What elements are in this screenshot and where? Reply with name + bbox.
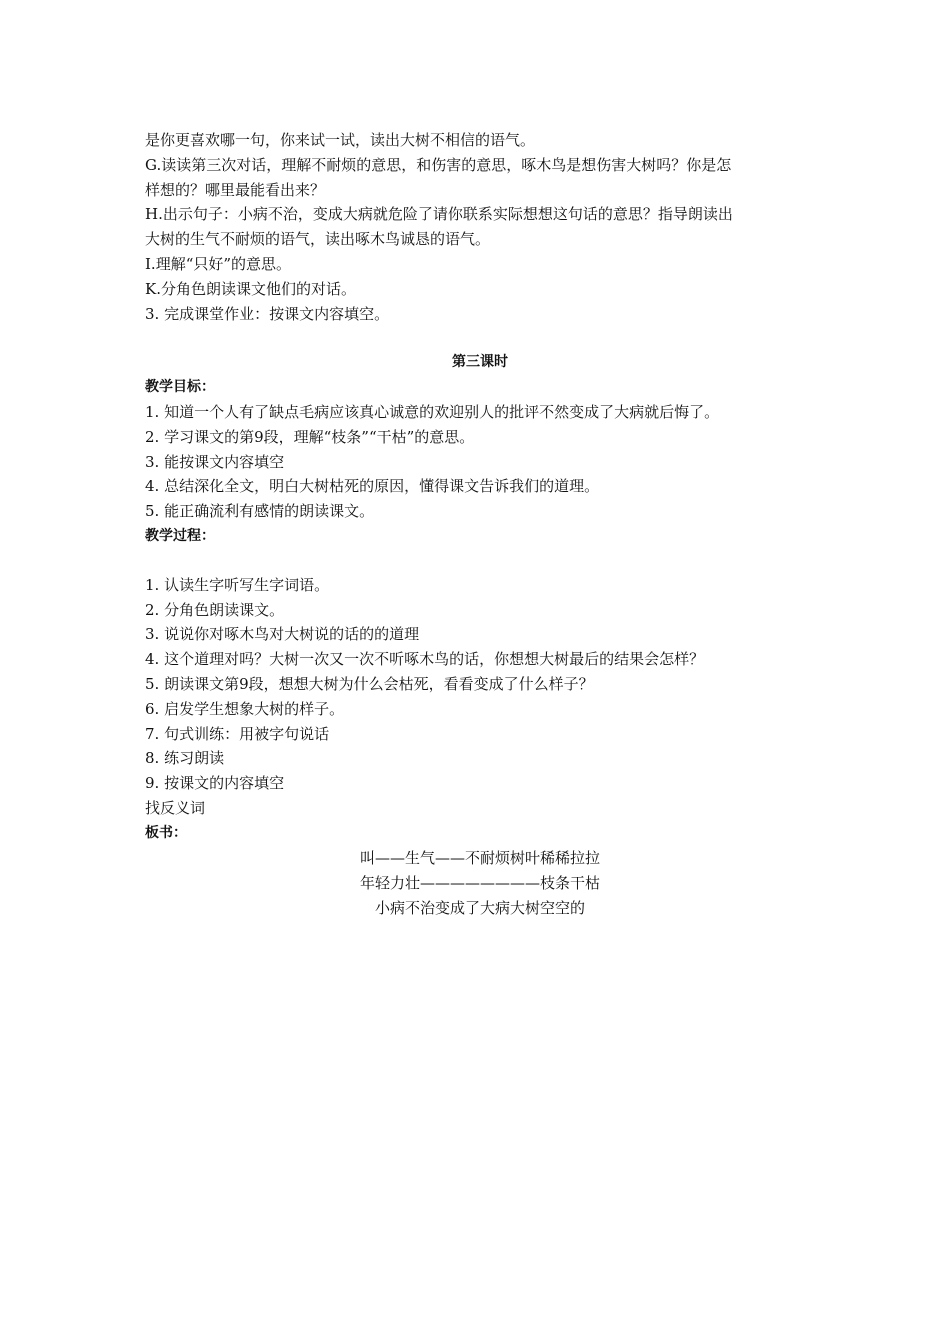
intro-line: G.读读第三次对话，理解不耐烦的意思，和伤害的意思，啄木鸟是想伤害大树吗？你是怎: [145, 155, 732, 174]
process-item: 8. 练习朗读: [145, 749, 225, 768]
blackboard-summary: [145, 846, 815, 921]
process-heading: 教学过程：: [145, 527, 215, 544]
intro-line: 3. 完成课堂作业：按课文内容填空。: [145, 304, 390, 323]
process-item: 7. 句式训练：用被字句说话: [145, 724, 330, 743]
board-line: 年轻力壮————————枝条干枯: [359, 873, 600, 892]
antonym-line: 找反义词: [145, 798, 206, 817]
document-page: [145, 128, 815, 921]
intro-line: 是你更喜欢哪一句，你来试一试，读出大树不相信的语气。: [145, 131, 536, 149]
goal-item: 3. 能按课文内容填空: [145, 452, 285, 471]
board-heading: 板书：: [145, 824, 187, 841]
lesson-title: 第三课时: [452, 354, 508, 371]
process-list: [145, 573, 815, 796]
goals-heading: 教学目标：: [145, 379, 215, 396]
intro-line: K.分角色朗读课文他们的对话。: [145, 279, 356, 298]
goals-list: [145, 400, 815, 524]
goal-item: 1. 知道一个人有了缺点毛病应该真心诚意的欢迎别人的批评不然变成了大病就后悔了。: [145, 402, 720, 421]
process-item: 9. 按课文的内容填空: [145, 774, 285, 793]
process-item: 5. 朗读课文第9段，想想大树为什么会枯死，看看变成了什么样子？: [145, 674, 594, 693]
goal-item: 5. 能正确流利有感情的朗读课文。: [145, 502, 375, 521]
process-item: 2. 分角色朗读课文。: [145, 600, 285, 619]
intro-section: [145, 128, 815, 326]
process-item: 1. 认读生字听写生字词语。: [145, 575, 330, 594]
intro-line: 大树的生气不耐烦的语气，读出啄木鸟诚恳的语气。: [145, 230, 491, 249]
goal-item: 4. 总结深化全文，明白大树枯死的原因，懂得课文告诉我们的道理。: [145, 477, 600, 496]
process-item: 3. 说说你对啄木鸟对大树说的话的的道理: [145, 625, 420, 644]
intro-line: I.理解“只好”的意思。: [145, 254, 292, 273]
process-item: 6. 启发学生想象大树的样子。: [145, 699, 345, 718]
goal-item: 2. 学习课文的第9段，理解“枝条”“干枯”的意思。: [145, 427, 475, 446]
process-item: 4. 这个道理对吗？大树一次又一次不听啄木鸟的话，你想想大树最后的结果会怎样？: [145, 650, 705, 669]
intro-line: 样想的？哪里最能看出来？: [145, 180, 326, 199]
board-line: 小病不治变成了大病大树空空的: [374, 898, 585, 917]
intro-line: H.出示句子：小病不治，变成大病就危险了请你联系实际想想这句话的意思？指导朗读出: [145, 205, 733, 224]
board-line: 叫——生气——不耐烦树叶稀稀拉拉: [359, 848, 600, 867]
